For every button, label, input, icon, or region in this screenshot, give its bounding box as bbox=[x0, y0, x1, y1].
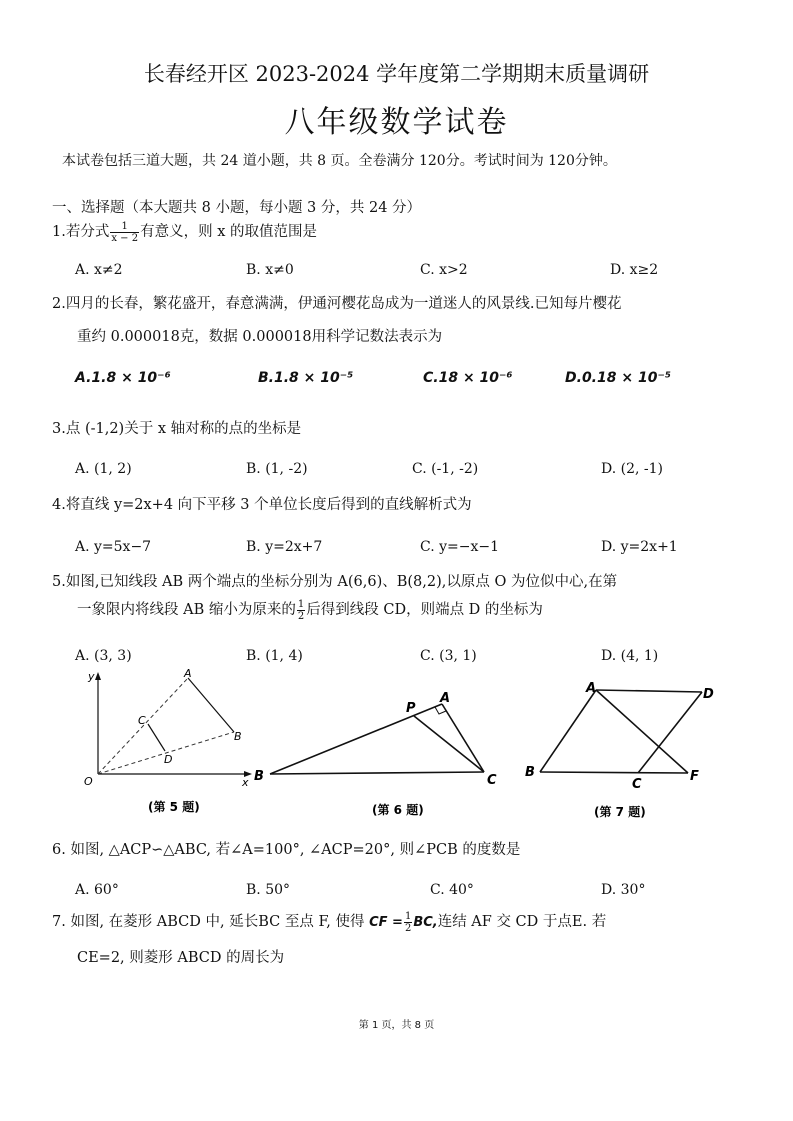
fig6-label-b: B bbox=[254, 769, 264, 784]
q7-math-right: BC, bbox=[413, 915, 438, 930]
q2-option-d: D.0.18 × 10⁻⁵ bbox=[565, 370, 671, 386]
q4-option-d: D. y=2x+1 bbox=[601, 539, 678, 555]
q1-frac-num: 1 bbox=[110, 221, 139, 233]
fig5-label-c: C bbox=[138, 714, 146, 727]
fig6-caption: (第 6 题) bbox=[372, 803, 424, 817]
q4-option-a: A. y=5x−7 bbox=[75, 539, 152, 555]
q2-option-b: B.1.8 × 10⁻⁵ bbox=[258, 370, 354, 386]
page-footer: 第 1 页，共 8 页 bbox=[358, 1020, 435, 1031]
q6-option-b: B. 50° bbox=[246, 882, 291, 898]
q2-option-a: A.1.8 × 10⁻⁶ bbox=[75, 370, 171, 386]
q4-option-b: B. y=2x+7 bbox=[246, 539, 323, 555]
question-3: 3.点 (-1,2)关于 x 轴对称的点的坐标是 bbox=[52, 421, 302, 437]
q1-prefix: 1.若分式 bbox=[52, 224, 110, 240]
q1-option-c: C. x>2 bbox=[420, 262, 468, 278]
fig7-caption: (第 7 题) bbox=[594, 805, 646, 819]
q5-option-a: A. (3, 3) bbox=[75, 648, 132, 664]
question-5-line2 bbox=[77, 598, 543, 622]
q6-option-c: C. 40° bbox=[430, 882, 474, 898]
fig5-label-b: B bbox=[234, 730, 242, 743]
figure-6 bbox=[252, 690, 512, 820]
q2-option-c: C.18 × 10⁻⁶ bbox=[423, 370, 513, 386]
q5-line2-prefix: 一象限内将线段 AB 缩小为原来的 bbox=[77, 602, 296, 618]
fig5-label-a: A bbox=[184, 668, 192, 680]
question-7-line2: CE=2, 则菱形 ABCD 的周长为 bbox=[77, 950, 285, 966]
fig7-label-f: F bbox=[690, 769, 699, 784]
q1-fraction bbox=[110, 221, 139, 244]
q4-option-c: C. y=−x−1 bbox=[420, 539, 500, 555]
question-5-line1: 5.如图,已知线段 AB 两个端点的坐标分别为 A(6,6)、B(8,2),以原点 O 为位似中心,在第 bbox=[52, 574, 618, 590]
q3-option-d: D. (2, -1) bbox=[601, 461, 663, 477]
question-6: 6. 如图, △ACP∽△ABC, 若∠A=100°, ∠ACP=20°, 则∠PCB 的度数是 bbox=[52, 842, 521, 858]
fig7-label-c: C bbox=[632, 777, 642, 792]
q3-option-a: A. (1, 2) bbox=[75, 461, 132, 477]
q3-option-c: C. (-1, -2) bbox=[412, 461, 479, 477]
figure-7 bbox=[520, 676, 730, 826]
q7-frac-den: 2 bbox=[404, 922, 412, 934]
question-2-line2: 重约 0.000018克，数据 0.000018用科学记数法表示为 bbox=[77, 329, 443, 345]
q6-option-d: D. 30° bbox=[601, 882, 646, 898]
fig5-label-x: x bbox=[242, 776, 249, 789]
q5-option-d: D. (4, 1) bbox=[601, 648, 659, 664]
fig6-label-c: C bbox=[487, 773, 497, 788]
fig7-label-b: B bbox=[525, 765, 535, 780]
q5-frac-num: 1 bbox=[297, 598, 305, 610]
fig7-label-a: A bbox=[586, 681, 597, 696]
question-7-line1 bbox=[52, 910, 606, 934]
q1-option-a: A. x≠2 bbox=[75, 262, 123, 278]
fig7-label-d: D bbox=[703, 687, 714, 702]
q6-option-a: A. 60° bbox=[75, 882, 119, 898]
q7-frac-num: 1 bbox=[404, 910, 412, 922]
section-heading: 一、选择题（本大题共 8 小题，每小题 3 分，共 24 分） bbox=[52, 200, 422, 216]
question-2-line1: 2.四月的长春，繁花盛开，春意满满，伊通河樱花岛成为一道迷人的风景线.已知每片樱花 bbox=[52, 296, 622, 312]
q5-option-b: B. (1, 4) bbox=[246, 648, 303, 664]
exam-intro: 本试卷包括三道大题，共 24 道小题，共 8 页。全卷满分 120分。考试时间为 120分钟。 bbox=[62, 153, 617, 169]
q3-option-b: B. (1, -2) bbox=[246, 461, 308, 477]
exam-title: 长春经开区 2023-2024 学年度第二学期期末质量调研 bbox=[143, 62, 650, 86]
q7-suffix: 连结 AF 交 CD 于点E. 若 bbox=[437, 914, 607, 930]
fig6-label-p: P bbox=[406, 701, 416, 716]
fig5-label-y: y bbox=[88, 670, 95, 683]
question-1 bbox=[52, 220, 317, 244]
q1-suffix: 有意义，则 x 的取值范围是 bbox=[140, 224, 317, 240]
q1-option-b: B. x≠0 bbox=[246, 262, 294, 278]
fig6-label-a: A bbox=[440, 691, 451, 706]
q5-option-c: C. (3, 1) bbox=[420, 648, 477, 664]
question-4: 4.将直线 y=2x+4 向下平移 3 个单位长度后得到的直线解析式为 bbox=[52, 497, 472, 513]
q5-fraction bbox=[297, 599, 305, 622]
q1-option-d: D. x≥2 bbox=[610, 262, 659, 278]
q7-fraction bbox=[404, 911, 412, 934]
q7-math-left: CF = bbox=[369, 915, 403, 930]
exam-subtitle: 八年级数学试卷 bbox=[284, 105, 509, 140]
fig5-label-o: O bbox=[84, 775, 93, 788]
figure-5 bbox=[70, 668, 260, 818]
q5-frac-den: 2 bbox=[297, 610, 305, 622]
fig5-caption: (第 5 题) bbox=[148, 800, 200, 814]
q1-frac-den: x − 2 bbox=[111, 232, 139, 244]
fig5-label-d: D bbox=[164, 753, 173, 766]
q7-prefix: 7. 如图, 在菱形 ABCD 中, 延长BC 至点 F, 使得 bbox=[52, 914, 365, 930]
q5-line2-suffix: 后得到线段 CD，则端点 D 的坐标为 bbox=[306, 602, 543, 618]
